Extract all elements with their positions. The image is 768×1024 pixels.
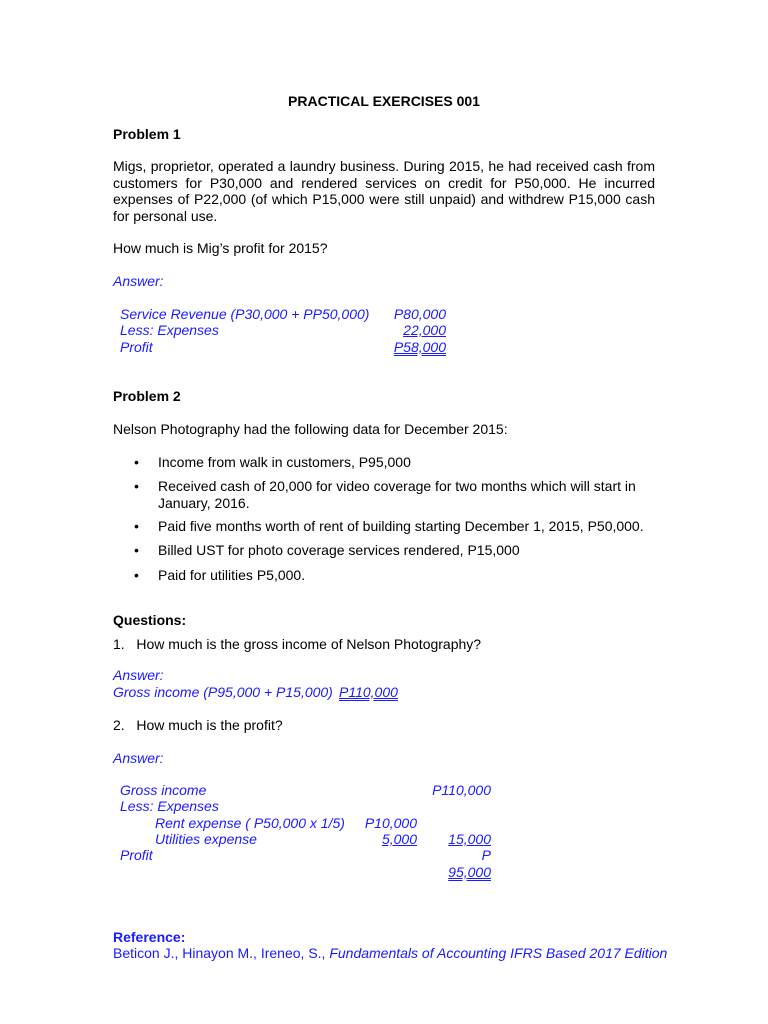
q1-answer-label: Answer: [113,667,164,683]
p1-expenses-value: 22,000 [403,322,446,338]
bullet-item: Received cash of 20,000 for video coverage for two months which will start in January, 2016. [158,478,636,511]
questions-heading: Questions: [113,612,187,628]
q2-utilities-value: 5,000 [381,831,417,847]
q1-answer-value: P110,000 [339,684,398,700]
bullet-item: Paid five months worth of rent of building starting December 1, 2015, P50,000. [158,518,644,534]
reference-label: Reference: [113,929,186,945]
p1-revenue-label: Service Revenue (P30,000 + PP50,000) [120,306,370,322]
question-2: 2. How much is the profit? [113,717,283,733]
q1-answer-text: Gross income (P95,000 + P15,000) [113,684,333,700]
q2-profit-value: 95,000 [448,864,491,880]
p1-profit-value: P58,000 [393,339,446,355]
problem-1-heading: Problem 1 [113,126,181,142]
problem-2-intro: Nelson Photography had the following data for December 2015: [113,421,508,437]
p1-profit-label: Profit [120,339,153,355]
q2-gross-value: P110,000 [432,782,491,798]
bullet-icon: • [134,567,139,583]
q2-rent-label: Rent expense ( P50,000 x 1/5) [155,815,345,831]
bullet-item: Paid for utilities P5,000. [158,567,306,583]
q2-less-label: Less: Expenses [120,798,219,814]
reference-book-title: Fundamentals of Accounting IFRS Based 2017 Edition [329,945,668,961]
q2-utilities-label: Utilities expense [155,831,257,847]
bullet-icon: • [134,518,139,534]
page-title: PRACTICAL EXERCISES 001 [288,93,480,109]
q2-profit-currency: P [481,847,491,863]
reference-authors: Beticon J., Hinayon M., Ireneo, S., [113,945,330,961]
problem-1-answer-label: Answer: [113,273,164,289]
problem-1-text: Migs, proprietor, operated a laundry business. During 2015, he had received cash from customers for P30,000 and rendered services on credit for P50,000. He incurred expenses of P22,000 (of which P15,000 were still unpaid) and withdrew P15,000 cash for personal use. [113,158,655,224]
q2-profit-label: Profit [120,847,153,863]
bullet-icon: • [134,478,139,494]
problem-1-question: How much is Mig’s profit for 2015? [113,240,328,256]
q2-answer-label: Answer: [113,750,164,766]
q2-rent-value: P10,000 [364,815,417,831]
q2-total-expenses: 15,000 [448,831,491,847]
problem-2-heading: Problem 2 [113,388,181,404]
bullet-item: Billed UST for photo coverage services rendered, P15,000 [158,542,520,558]
bullet-item: Income from walk in customers, P95,000 [158,454,411,470]
reference-citation [113,945,667,961]
bullet-icon: • [134,542,139,558]
bullet-icon: • [134,454,139,470]
p1-expenses-label: Less: Expenses [120,322,219,338]
question-1: 1. How much is the gross income of Nelson Photography? [113,636,482,652]
q2-gross-label: Gross income [120,782,207,798]
p1-revenue-value: P80,000 [393,306,446,322]
